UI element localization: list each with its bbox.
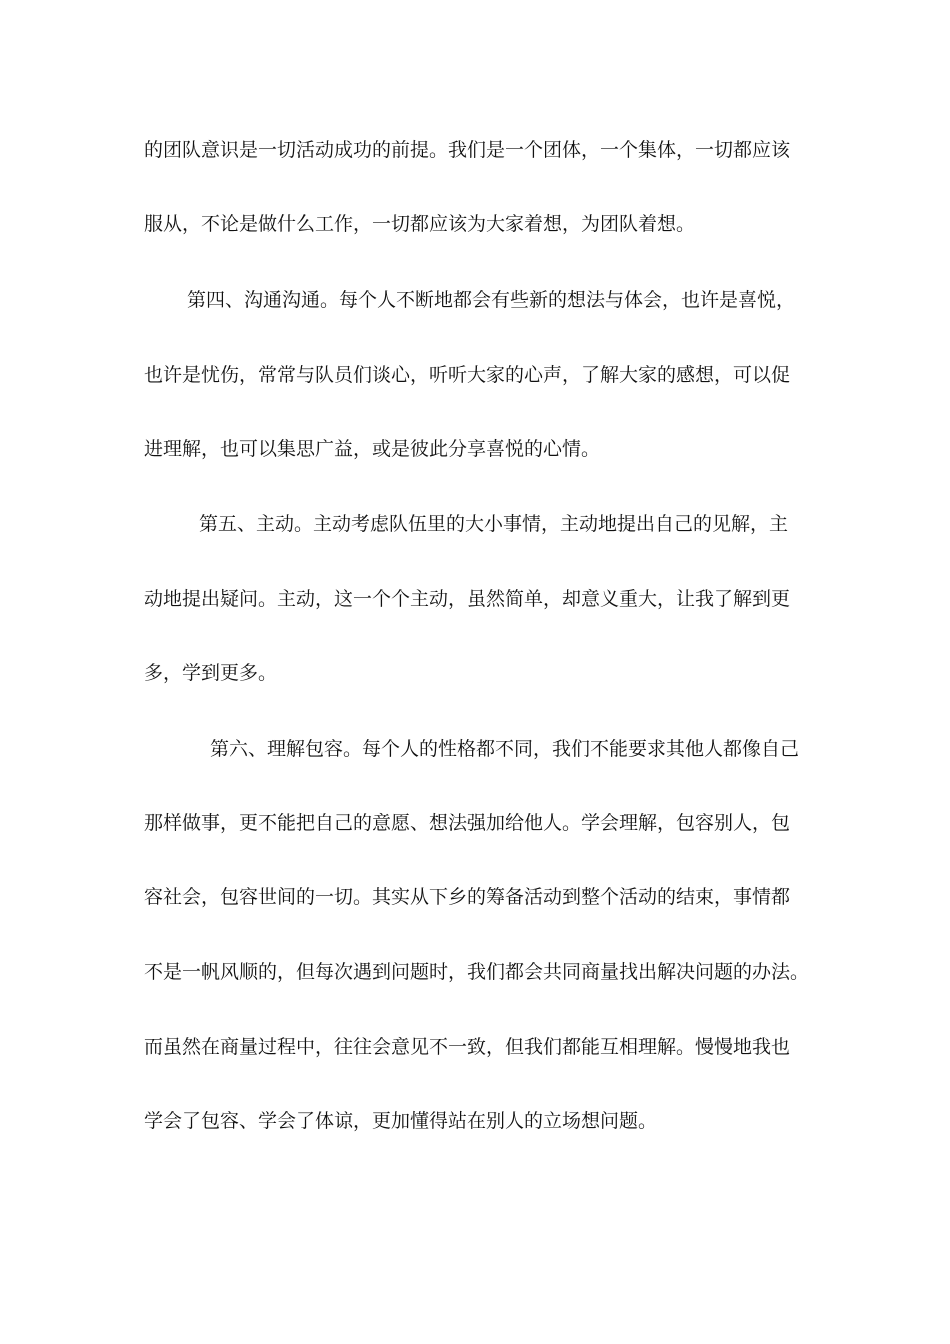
text-line-13: 而虽然在商量过程中，往往会意见不一致，但我们都能互相理解。慢慢地我也 <box>144 1036 791 1058</box>
text-line-5: 进理解，也可以集思广益，或是彼此分享喜悦的心情。 <box>144 438 601 460</box>
text-line-7: 动地提出疑问。主动，这一个个主动，虽然简单，却意义重大，让我了解到更 <box>144 588 791 610</box>
text-line-14: 学会了包容、学会了体谅，更加懂得站在别人的立场想问题。 <box>144 1110 658 1132</box>
text-line-11: 容社会，包容世间的一切。其实从下乡的筹备活动到整个活动的结束，事情都 <box>144 886 791 908</box>
text-line-1: 的团队意识是一切活动成功的前提。我们是一个团体，一个集体，一切都应该 <box>144 139 791 161</box>
text-line-6-section-five: 第五、主动。主动考虑队伍里的大小事情，主动地提出自己的见解，主 <box>199 513 789 535</box>
text-line-8: 多，学到更多。 <box>144 662 278 684</box>
text-line-4: 也许是忧伤，常常与队员们谈心，听听大家的心声，了解大家的感想，可以促 <box>144 364 791 386</box>
text-line-12: 不是一帆风顺的，但每次遇到问题时，我们都会共同商量找出解决问题的办法。 <box>144 961 810 983</box>
text-line-10: 那样做事，更不能把自己的意愿、想法强加给他人。学会理解，包容别人，包 <box>144 812 791 834</box>
text-line-2: 服从，不论是做什么工作，一切都应该为大家着想，为团队着想。 <box>144 213 696 235</box>
text-line-3-section-four: 第四、沟通沟通。每个人不断地都会有些新的想法与体会，也许是喜悦， <box>187 289 796 311</box>
text-line-9-section-six: 第六、理解包容。每个人的性格都不同，我们不能要求其他人都像自己 <box>210 738 800 760</box>
